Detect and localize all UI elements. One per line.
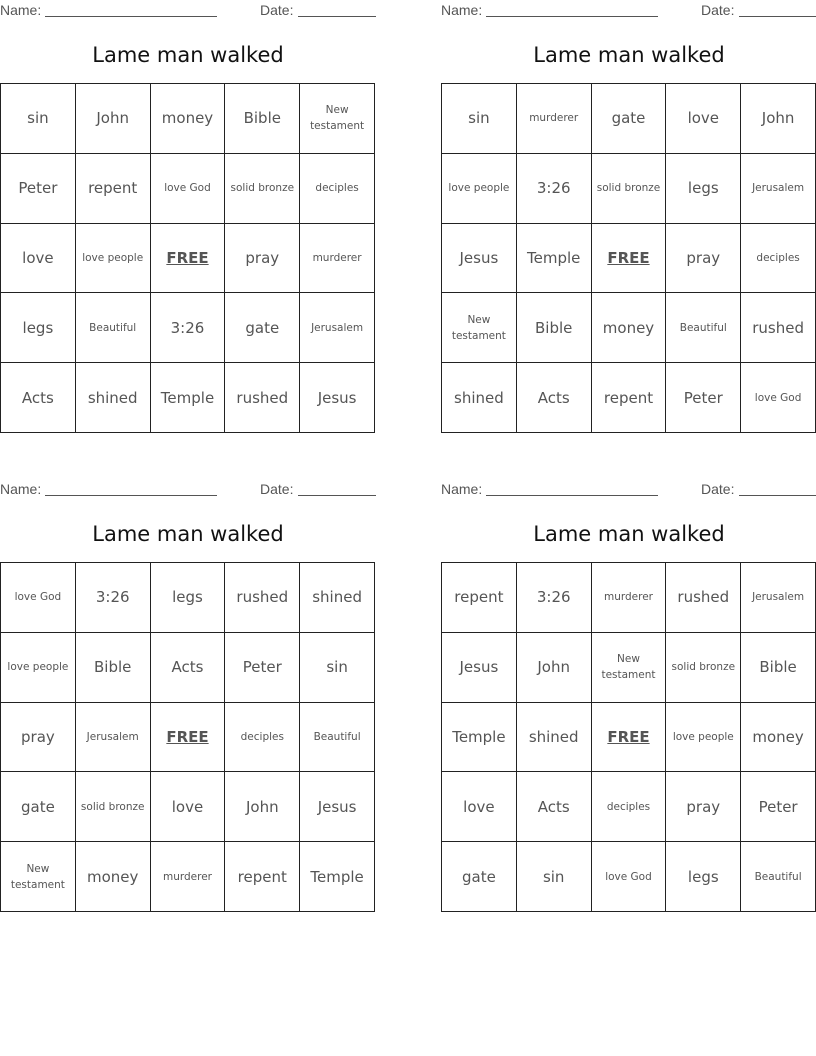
bingo-grid bbox=[441, 562, 816, 912]
bingo-cell: money bbox=[592, 293, 667, 363]
bingo-cell: money bbox=[76, 842, 151, 912]
bingo-cell: Bible bbox=[517, 293, 592, 363]
bingo-cell: love people bbox=[442, 154, 517, 224]
bingo-cell: rushed bbox=[741, 293, 816, 363]
bingo-grid bbox=[441, 83, 816, 433]
bingo-cell: New testament bbox=[592, 633, 667, 703]
bingo-cell: New testament bbox=[1, 842, 76, 912]
bingo-cell: murderer bbox=[151, 842, 226, 912]
bingo-cell: love God bbox=[151, 154, 226, 224]
bingo-cell: deciples bbox=[592, 772, 667, 842]
date-line bbox=[739, 495, 816, 496]
bingo-cell: Beautiful bbox=[300, 703, 375, 773]
bingo-cell: sin bbox=[517, 842, 592, 912]
bingo-cell: New testament bbox=[442, 293, 517, 363]
bingo-cell: deciples bbox=[300, 154, 375, 224]
bingo-cell: gate bbox=[442, 842, 517, 912]
bingo-cell: love bbox=[1, 224, 76, 294]
bingo-cell: 3:26 bbox=[517, 154, 592, 224]
bingo-cell: Beautiful bbox=[741, 842, 816, 912]
bingo-cell: legs bbox=[666, 154, 741, 224]
free-space-cell: FREE bbox=[151, 224, 226, 294]
name-line bbox=[45, 16, 217, 17]
bingo-cell: sin bbox=[1, 84, 76, 154]
bingo-cell: murderer bbox=[517, 84, 592, 154]
bingo-cell: Bible bbox=[741, 633, 816, 703]
bingo-cell: Temple bbox=[517, 224, 592, 294]
bingo-cell: Temple bbox=[300, 842, 375, 912]
bingo-cell: murderer bbox=[592, 563, 667, 633]
bingo-cell: love people bbox=[666, 703, 741, 773]
bingo-cell: legs bbox=[666, 842, 741, 912]
bingo-cell: repent bbox=[225, 842, 300, 912]
bingo-grid bbox=[0, 562, 375, 912]
bingo-cell: rushed bbox=[225, 363, 300, 433]
bingo-cell: pray bbox=[666, 224, 741, 294]
bingo-grid bbox=[0, 83, 375, 433]
bingo-cell: love God bbox=[1, 563, 76, 633]
bingo-cell: John bbox=[76, 84, 151, 154]
bingo-cell: rushed bbox=[225, 563, 300, 633]
bingo-cell: Beautiful bbox=[666, 293, 741, 363]
name-line bbox=[45, 495, 217, 496]
name-label: Name: bbox=[0, 481, 42, 497]
name-label: Name: bbox=[441, 2, 483, 18]
bingo-cell: love people bbox=[76, 224, 151, 294]
bingo-cell: pray bbox=[1, 703, 76, 773]
bingo-cell: love people bbox=[1, 633, 76, 703]
bingo-cell: repent bbox=[592, 363, 667, 433]
bingo-cell: Bible bbox=[225, 84, 300, 154]
bingo-cell: pray bbox=[666, 772, 741, 842]
bingo-cell: sin bbox=[300, 633, 375, 703]
name-label: Name: bbox=[0, 2, 42, 18]
bingo-cell: solid bronze bbox=[592, 154, 667, 224]
bingo-cell: money bbox=[151, 84, 226, 154]
bingo-cell: shined bbox=[76, 363, 151, 433]
bingo-cell: gate bbox=[592, 84, 667, 154]
bingo-cell: 3:26 bbox=[151, 293, 226, 363]
bingo-cell: Jesus bbox=[300, 363, 375, 433]
bingo-cell: money bbox=[741, 703, 816, 773]
card-title: Lame man walked bbox=[533, 43, 725, 67]
name-date-row bbox=[441, 2, 816, 20]
bingo-card bbox=[441, 0, 816, 440]
date-line bbox=[298, 495, 376, 496]
card-title: Lame man walked bbox=[533, 522, 725, 546]
free-space-cell: FREE bbox=[592, 224, 667, 294]
bingo-cell: Peter bbox=[225, 633, 300, 703]
bingo-card bbox=[0, 479, 376, 919]
date-label: Date: bbox=[260, 2, 294, 18]
name-date-row bbox=[441, 481, 816, 499]
date-line bbox=[739, 16, 816, 17]
bingo-cell: Acts bbox=[517, 363, 592, 433]
bingo-cell: rushed bbox=[666, 563, 741, 633]
free-space-cell: FREE bbox=[151, 703, 226, 773]
bingo-cell: solid bronze bbox=[666, 633, 741, 703]
name-line bbox=[486, 495, 658, 496]
bingo-cell: Acts bbox=[517, 772, 592, 842]
bingo-cell: repent bbox=[442, 563, 517, 633]
bingo-cell: solid bronze bbox=[76, 772, 151, 842]
bingo-cell: Jerusalem bbox=[76, 703, 151, 773]
bingo-cell: Peter bbox=[741, 772, 816, 842]
bingo-cell: shined bbox=[517, 703, 592, 773]
bingo-cell: murderer bbox=[300, 224, 375, 294]
bingo-cell: Jesus bbox=[442, 224, 517, 294]
date-label: Date: bbox=[260, 481, 294, 497]
name-label: Name: bbox=[441, 481, 483, 497]
bingo-cell: Jesus bbox=[300, 772, 375, 842]
name-date-row bbox=[0, 481, 376, 499]
bingo-cell: 3:26 bbox=[76, 563, 151, 633]
bingo-cell: love bbox=[666, 84, 741, 154]
free-space-cell: FREE bbox=[592, 703, 667, 773]
bingo-cell: Jerusalem bbox=[741, 154, 816, 224]
bingo-cell: Temple bbox=[151, 363, 226, 433]
date-label: Date: bbox=[701, 2, 735, 18]
bingo-cell: Jesus bbox=[442, 633, 517, 703]
bingo-cell: shined bbox=[442, 363, 517, 433]
bingo-cell: deciples bbox=[225, 703, 300, 773]
bingo-cell: Acts bbox=[151, 633, 226, 703]
bingo-cell: deciples bbox=[741, 224, 816, 294]
bingo-cell: legs bbox=[151, 563, 226, 633]
bingo-cell: love bbox=[151, 772, 226, 842]
bingo-cell: gate bbox=[1, 772, 76, 842]
bingo-cell: Peter bbox=[1, 154, 76, 224]
bingo-cell: John bbox=[225, 772, 300, 842]
name-line bbox=[486, 16, 658, 17]
date-label: Date: bbox=[701, 481, 735, 497]
bingo-cell: John bbox=[517, 633, 592, 703]
card-title: Lame man walked bbox=[92, 522, 284, 546]
bingo-cell: Bible bbox=[76, 633, 151, 703]
bingo-cell: solid bronze bbox=[225, 154, 300, 224]
date-line bbox=[298, 16, 376, 17]
name-date-row bbox=[0, 2, 376, 20]
card-title: Lame man walked bbox=[92, 43, 284, 67]
bingo-cell: Peter bbox=[666, 363, 741, 433]
bingo-cell: repent bbox=[76, 154, 151, 224]
bingo-cell: love bbox=[442, 772, 517, 842]
bingo-cell: Jerusalem bbox=[300, 293, 375, 363]
bingo-cell: 3:26 bbox=[517, 563, 592, 633]
bingo-cell: sin bbox=[442, 84, 517, 154]
bingo-cell: John bbox=[741, 84, 816, 154]
bingo-cell: pray bbox=[225, 224, 300, 294]
bingo-card bbox=[0, 0, 376, 440]
bingo-cell: love God bbox=[592, 842, 667, 912]
bingo-cell: New testament bbox=[300, 84, 375, 154]
bingo-cell: Beautiful bbox=[76, 293, 151, 363]
bingo-cell: Jerusalem bbox=[741, 563, 816, 633]
bingo-cell: gate bbox=[225, 293, 300, 363]
bingo-cell: legs bbox=[1, 293, 76, 363]
bingo-cell: Acts bbox=[1, 363, 76, 433]
bingo-card bbox=[441, 479, 816, 919]
bingo-cell: Temple bbox=[442, 703, 517, 773]
bingo-cell: shined bbox=[300, 563, 375, 633]
bingo-cell: love God bbox=[741, 363, 816, 433]
